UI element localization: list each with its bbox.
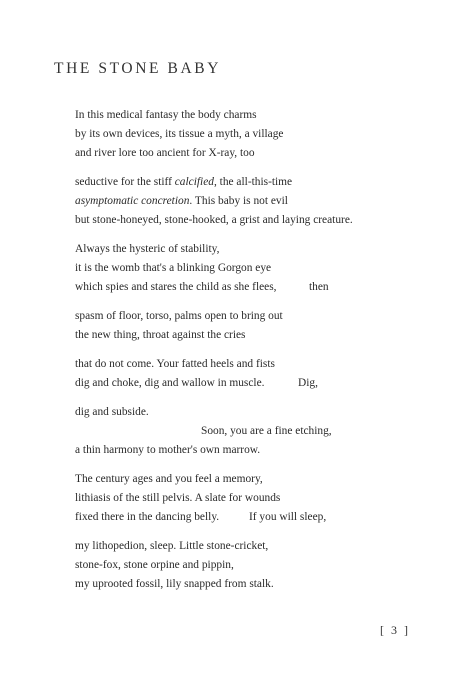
dropped-word: Dig, xyxy=(298,377,318,389)
poem-line xyxy=(75,175,292,190)
poem-line: my lithopedion, sleep. Little stone-cricket, xyxy=(75,540,269,552)
poem-line: it is the womb that's a blinking Gorgon eye xyxy=(75,262,272,274)
poem-line: my uprooted fossil, lily snapped from stalk. xyxy=(75,578,274,590)
dropped-word: then xyxy=(309,281,329,293)
italic-phrase: calcified xyxy=(174,176,214,188)
line-segment: seductive for the stiff xyxy=(75,176,175,188)
poem-line: and river lore too ancient for X-ray, too xyxy=(75,147,255,159)
poem-line: Always the hysteric of stability, xyxy=(75,243,220,255)
poem-line: In this medical fantasy the body charms xyxy=(75,109,257,121)
poem-line: that do not come. Your fatted heels and fists xyxy=(75,358,275,370)
poem-title: THE STONE BABY xyxy=(54,60,222,77)
indented-line: Soon, you are a fine etching, xyxy=(201,425,332,437)
poem-line: fixed there in the dancing belly. xyxy=(75,511,220,523)
poem-line: which spies and stares the child as she flees, xyxy=(75,281,277,293)
poem-line: spasm of floor, torso, palms open to bring out xyxy=(75,310,283,322)
poem-line: lithiasis of the still pelvis. A slate for wounds xyxy=(75,492,281,504)
line-segment: , the all-this-time xyxy=(213,176,293,188)
italic-phrase: asymptomatic concretion xyxy=(75,195,190,207)
poem-line xyxy=(75,194,288,209)
poem-line: but stone-honeyed, stone-hooked, a grist and laying creature. xyxy=(75,214,353,226)
dropped-word: If you will sleep, xyxy=(249,511,327,523)
line-segment: . This baby is not evil xyxy=(189,195,288,207)
poem-line: The century ages and you feel a memory, xyxy=(75,473,263,485)
poem-line: the new thing, throat against the cries xyxy=(75,329,246,341)
page-number: [ 3 ] xyxy=(380,623,410,637)
poem-line: by its own devices, its tissue a myth, a village xyxy=(75,128,284,140)
poem-line: stone-fox, stone orpine and pippin, xyxy=(75,559,234,571)
poem-line: dig and choke, dig and wallow in muscle. xyxy=(75,377,265,389)
poem-line: dig and subside. xyxy=(75,406,149,418)
poem-line: a thin harmony to mother's own marrow. xyxy=(75,444,261,456)
